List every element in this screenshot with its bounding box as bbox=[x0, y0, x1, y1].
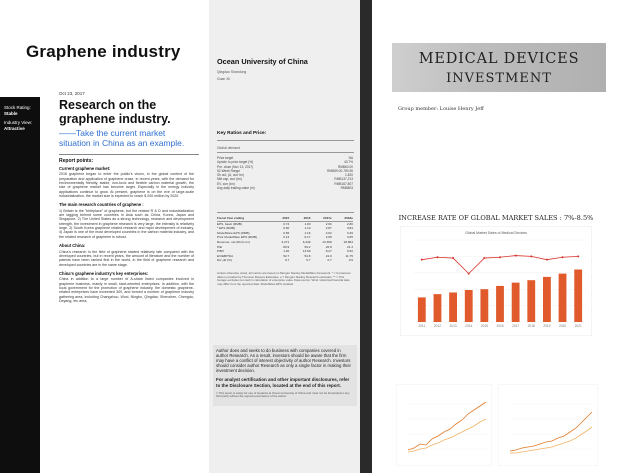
line-point bbox=[546, 259, 548, 261]
line-point bbox=[577, 255, 579, 257]
section-text: 1) Britain is the "birthplace" of graphene, but the related R & D and industrialization are lagging behind some countries in Asia such as China, Korea, Japan and Singapore. 2) The United States as a strong technology, research and development strength, the investment in graphene research is very large, the intensity is relatively large. 3) South Korea graphene related research and rapid development of industry. 4) Japan is one of the most developed countries in the carbon material industry, and the related research of graphene is robust. bbox=[59, 208, 194, 239]
report-date: Oct 23, 2017 bbox=[59, 91, 85, 96]
bar bbox=[559, 274, 567, 322]
table-cell: 0.7 bbox=[327, 258, 332, 263]
table-cell: 2.60 bbox=[325, 221, 332, 226]
kv-value: RMB803 bbox=[340, 186, 353, 191]
kv-value: 1.820 bbox=[345, 173, 353, 178]
kv-label: EV, curr (bn) bbox=[217, 181, 235, 186]
university-name: Ocean University of China bbox=[217, 57, 308, 66]
kv-label: Upside to price target (%) bbox=[217, 160, 254, 165]
table-cell: 3,271 bbox=[281, 239, 290, 244]
bar bbox=[527, 280, 535, 322]
section-heading: The main research countries of graphene : bbox=[59, 202, 144, 208]
table-cell: 89.9 bbox=[283, 244, 290, 249]
table-notes: Unless otherwise noted, all metrics are based on Morgan Stanley ModelWare framework. * = Consensus data is provided by Thomson Reuters Estimates. e = Morgan Stanley Research estimates. ** = This footage excludes net cash in calculation of enterprise value. Data source: Wind. Historical financial data may differ from the reported data. ModelWare EPS restated. bbox=[217, 271, 351, 286]
table-cell: 0.13 bbox=[283, 235, 290, 240]
table-cell: 54.8 bbox=[304, 253, 311, 258]
sidebar-line: Stable bbox=[4, 110, 18, 116]
line-point bbox=[452, 257, 454, 259]
line-point bbox=[530, 255, 532, 257]
table-cell: 18,864 bbox=[343, 239, 353, 244]
section-heading: Current graphene market: bbox=[59, 166, 111, 171]
table-cell: 3.84 bbox=[346, 226, 353, 231]
table-row bbox=[217, 258, 353, 263]
divider bbox=[217, 212, 354, 213]
table-cell: 26.8 bbox=[325, 244, 332, 249]
sales-chart bbox=[400, 226, 592, 336]
chart-inner-title: Global Market Sales of Medical Devices bbox=[465, 231, 527, 235]
table-cell: 21.3 bbox=[346, 244, 353, 249]
table-cell: 0.65 bbox=[283, 230, 290, 235]
bar bbox=[496, 286, 504, 322]
table-cell: 24.0 bbox=[325, 253, 332, 258]
line-point bbox=[468, 273, 470, 275]
table-cell: 2.80 bbox=[346, 221, 353, 226]
thumbnail-frame bbox=[396, 384, 492, 466]
rating-sidebar bbox=[0, 97, 40, 473]
disclosure-block bbox=[213, 345, 357, 406]
x-tick-label: 2013 bbox=[449, 324, 457, 328]
kv-value: 43.7% bbox=[343, 160, 353, 165]
section-text: 2016 graphene began to enter the public's vision, in the global context of the preparation and application of graphene craze, in recent years, with the demand for environmentally friendly, stable, non-toxic and flexible carbon material growth, the size of graphene market has become larger. Especially in the energy industry applications continue to grow. At present, graphene is on the eve of large-scale industrialization, the market size is expected to reach $ 200 million by 2020. bbox=[59, 172, 194, 199]
row-label: Prior ModelWare EPS (RMB) bbox=[217, 235, 257, 240]
row-label: * EPS (RMB) bbox=[217, 226, 236, 231]
section-paragraph bbox=[59, 244, 194, 267]
line-point bbox=[421, 259, 423, 261]
group-members: Group member: Louise Henry Jeff bbox=[398, 106, 484, 112]
x-tick-label: 2015 bbox=[480, 324, 488, 328]
bar bbox=[512, 283, 520, 322]
table-cell: 1.00 bbox=[304, 221, 311, 226]
thumbnail-chart-right bbox=[498, 384, 598, 466]
kv-label: Avg daily trading value (m) bbox=[217, 186, 255, 191]
x-tick-label: 2016 bbox=[496, 324, 504, 328]
kv-value: RMB137,213 bbox=[334, 177, 353, 182]
table-cell: 1.20 bbox=[283, 249, 290, 254]
banner-title-line1: MEDICAL DEVICES bbox=[418, 51, 580, 67]
col-header: Fiscal Year ending bbox=[217, 216, 245, 220]
table-cell: 52.7 bbox=[283, 253, 290, 258]
medical-devices-page bbox=[372, 0, 620, 473]
table-cell: 6.52 bbox=[346, 249, 353, 254]
divider bbox=[217, 140, 354, 141]
table-cell: 0.60 bbox=[283, 226, 290, 231]
author-line: Guan Xii bbox=[217, 77, 231, 81]
report-subtitle: ——Take the current market situation in China as an example. bbox=[59, 128, 185, 148]
x-tick-label: 2020 bbox=[558, 324, 567, 328]
line-point bbox=[562, 256, 564, 258]
section-heading: China's graphene industry's key enterprises: bbox=[59, 270, 149, 276]
table-cell: 0.7 bbox=[306, 258, 311, 263]
key-ratios-label: Global demand bbox=[217, 146, 240, 150]
table-row bbox=[217, 186, 353, 190]
x-tick-label: 2018 bbox=[527, 324, 535, 328]
report-points-heading: Report points: bbox=[59, 158, 94, 164]
table-cell: 3.65 bbox=[346, 235, 353, 240]
line-point bbox=[436, 256, 438, 258]
table-cell: 13,308 bbox=[322, 239, 332, 244]
kv-value: NA bbox=[348, 156, 353, 160]
col-header: 2015 bbox=[282, 216, 290, 220]
kv-value: RMB60.00 bbox=[337, 164, 353, 169]
author-line: Qingdao Shandong bbox=[217, 70, 247, 74]
table-cell: 2.68 bbox=[325, 235, 332, 240]
row-label: P/E bbox=[217, 244, 222, 249]
table-cell: 11.75 bbox=[345, 253, 353, 258]
table-cell: 0.9 bbox=[348, 258, 353, 263]
row-label: Revenue, net (Rmb mn) bbox=[217, 239, 251, 244]
bar bbox=[543, 277, 551, 322]
section-text: China's research in the field of graphene started relatively late compared with the developed countries, but in recent years, the amount of literature and the number of patents have been ranked first in the world, in the field of graphene research and developed countries are in the same stage. bbox=[59, 249, 194, 267]
bar bbox=[480, 289, 488, 322]
table-cell: 1.16 bbox=[304, 230, 311, 235]
x-tick-label: 2017 bbox=[512, 324, 520, 328]
bar bbox=[418, 297, 426, 322]
table-cell: 2.62 bbox=[325, 230, 332, 235]
x-tick-label: 2019 bbox=[543, 324, 551, 328]
thumbnail-frame bbox=[498, 384, 598, 466]
kv-value: RMB167,807 bbox=[334, 181, 353, 186]
disclosure-reference: For analyst certification and other important disclosures, refer to the Disclosure Section, located at the end of this report. bbox=[216, 377, 350, 388]
thumbnail-chart-left bbox=[396, 384, 492, 466]
kv-label: Mkt cap, curr (bn) bbox=[217, 177, 242, 182]
line-point bbox=[483, 257, 485, 259]
divider bbox=[217, 152, 354, 153]
sidebar-line: Stock Rating: bbox=[4, 105, 31, 110]
kv-value: RMB59.00-750.96 bbox=[327, 168, 353, 173]
section-paragraph bbox=[59, 203, 194, 239]
row-label: EPS, basic (RMB) bbox=[217, 221, 242, 226]
table-cell: 0.7 bbox=[284, 258, 290, 263]
x-tick-label: 2021 bbox=[574, 324, 582, 328]
table-cell: 59.2 bbox=[304, 244, 311, 249]
disclosure-footnote: = This report is solely for use of students at Ocean University of China and must not be forwarded to any third party without the express permission of the author. bbox=[216, 390, 350, 399]
page-gap bbox=[360, 0, 372, 473]
kv-label: Sh out, (A, curr bn) bbox=[217, 173, 244, 178]
x-tick-label: 2014 bbox=[465, 324, 473, 328]
key-ratios-page bbox=[209, 0, 360, 473]
line-point bbox=[499, 256, 501, 258]
table-cell: 0.17 bbox=[304, 235, 311, 240]
graphene-report-page bbox=[0, 0, 209, 473]
table-cell: 2.87 bbox=[325, 226, 332, 231]
row-label: ModelWare EPS (RMB) bbox=[217, 230, 250, 235]
section-text: China in addition to a large number of A-share listed companies involved in graphene business, mainly in small, start-oriented enterprises. In addition, with the local government for the promotion of graphene industry, the domestic graphene-related enterprises have exceeded 300, and formed a number of graphene industry gathering area, including Changzhou, Wuxi, Ningbo, Qingdao, Shenzhen, Chengdu, Deyang, etc area. bbox=[59, 277, 194, 303]
col-header: 2018e bbox=[344, 216, 353, 220]
banner-title-line2: INVESTMENT bbox=[446, 71, 552, 86]
table-cell: 1.10 bbox=[304, 226, 311, 231]
row-label: EV/EBITDA bbox=[217, 253, 234, 258]
table-cell: 3.49 bbox=[346, 230, 353, 235]
key-values-table bbox=[217, 156, 353, 190]
sidebar-line: Attractive bbox=[4, 125, 25, 131]
kv-label: Price target bbox=[217, 156, 234, 160]
table-cell: 6,449 bbox=[302, 239, 311, 244]
x-tick-label: 2011 bbox=[418, 324, 426, 328]
row-label: Div yld (%) bbox=[217, 258, 232, 263]
table-cell: 13.69 bbox=[302, 249, 311, 254]
report-main-title: Graphene industry bbox=[26, 42, 181, 61]
chart-heading: INCREASE RATE OF GLOBAL MARKET SALES : 7%-8.5% bbox=[398, 214, 594, 222]
table-cell: 8.27 bbox=[325, 249, 332, 254]
report-title: Research on the graphene industry. bbox=[59, 98, 171, 126]
section-paragraph bbox=[59, 167, 194, 198]
col-header: 2017e bbox=[323, 216, 332, 220]
sidebar-line: Industry View: bbox=[4, 120, 33, 125]
kv-label: Pre. close (Nov 13, 2017) bbox=[217, 164, 254, 169]
kv-label: 52-Week Range bbox=[217, 168, 240, 173]
col-header: 2016 bbox=[303, 216, 311, 220]
bar bbox=[449, 292, 457, 322]
title-banner bbox=[392, 43, 606, 92]
section-heading: About China: bbox=[59, 243, 86, 249]
line-point bbox=[515, 255, 517, 257]
row-label: P/BV bbox=[217, 249, 225, 254]
bar bbox=[434, 294, 442, 322]
section-paragraph bbox=[59, 272, 194, 303]
x-tick-label: 2012 bbox=[433, 324, 442, 328]
key-ratios-title: Key Ratios and Price: bbox=[217, 131, 267, 136]
divider bbox=[59, 154, 199, 155]
table-cell: 0.74 bbox=[283, 221, 290, 226]
bar bbox=[574, 270, 582, 322]
disclosure-text: Author does and seeks to do business with companies covered in author Research. As a result, investors should be aware that the firm may have a conflict of interest objectivity of author Research. Investors should consider author Research as only a single factor in making their investment decision. bbox=[216, 348, 351, 374]
forecast-table bbox=[217, 216, 353, 263]
report-body bbox=[59, 167, 194, 308]
forecast-table-body bbox=[217, 222, 353, 263]
bar bbox=[465, 290, 473, 322]
